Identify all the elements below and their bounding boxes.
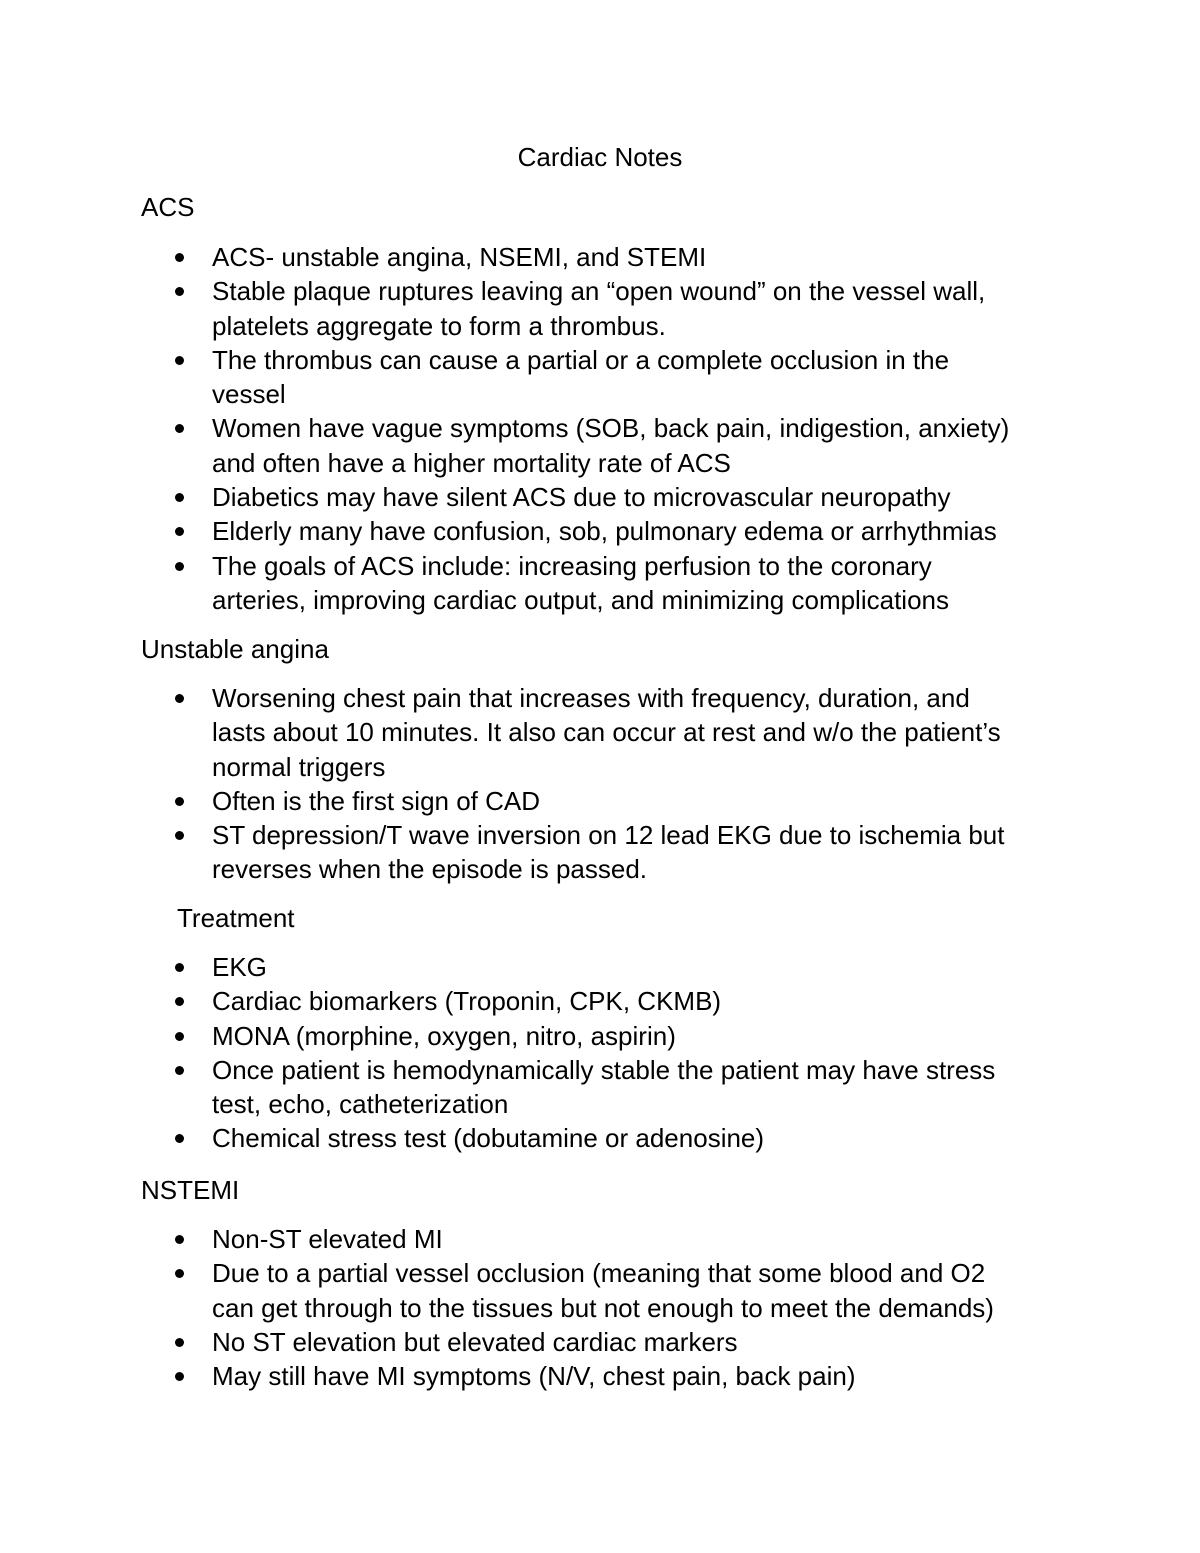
list-item (0, 984, 1200, 1018)
list-item-text: No ST elevation but elevated cardiac markers (212, 1326, 738, 1357)
list-item-text: and often have a higher mortality rate of ACS (212, 447, 731, 478)
list-item (0, 1019, 1200, 1053)
bullet-icon (175, 963, 184, 972)
list-item-text: lasts about 10 minutes. It also can occur at rest and w/o the patient’s (212, 717, 1001, 748)
list-item-text: Women have vague symptoms (SOB, back pain, indigestion, anxiety) (212, 413, 1010, 444)
list-item-text: Elderly many have confusion, sob, pulmonary edema or arrhythmias (212, 516, 997, 547)
bullet-icon (175, 253, 184, 262)
bullet-icon (175, 287, 184, 296)
list-item-text: Worsening chest pain that increases with frequency, duration, and (212, 683, 970, 713)
list-item-text: Due to a partial vessel occlusion (meaning that some blood and O2 (212, 1258, 986, 1289)
list-item (0, 950, 1200, 984)
list-item-text: platelets aggregate to form a thrombus. (212, 310, 666, 341)
list-item (0, 240, 1200, 274)
list-item-text: Chemical stress test (dobutamine or adenosine) (212, 1123, 765, 1154)
list-item-text: normal triggers (212, 751, 386, 782)
list-item (0, 549, 1200, 618)
bullet-icon (175, 1235, 184, 1244)
page-title: Cardiac Notes (517, 142, 683, 172)
bullet-icon (175, 1066, 184, 1075)
section-heading-treatment: Treatment (177, 903, 295, 933)
list-item-text: arteries, improving cardiac output, and minimizing complications (212, 584, 949, 615)
bullet-icon (175, 1372, 184, 1381)
bullet-list-nstemi (0, 1222, 1200, 1393)
list-item (0, 514, 1200, 548)
list-item (0, 818, 1200, 887)
list-item-text: EKG (212, 952, 267, 982)
list-item-text: May still have MI symptoms (N/V, chest pain, back pain) (212, 1361, 856, 1392)
bullet-list-unstable-angina (0, 681, 1200, 887)
list-item-text: Once patient is hemodynamically stable the patient may have stress (212, 1054, 996, 1085)
list-item-text: Non-ST elevated MI (212, 1224, 443, 1254)
bullet-icon (175, 356, 184, 365)
list-item (0, 274, 1200, 343)
bullet-icon (175, 694, 184, 703)
list-item-text: ACS- unstable angina, NSEMI, and STEMI (212, 242, 707, 272)
list-item (0, 1053, 1200, 1122)
bullet-list-treatment (0, 950, 1200, 1156)
list-item (0, 480, 1200, 514)
bullet-icon (175, 797, 184, 806)
list-item (0, 343, 1200, 412)
list-item (0, 1222, 1200, 1256)
bullet-icon (175, 562, 184, 571)
bullet-icon (175, 1134, 184, 1143)
list-item-text: can get through to the tissues but not enough to meet the demands) (212, 1292, 994, 1323)
list-item (0, 681, 1200, 784)
list-item-text: Often is the first sign of CAD (212, 785, 541, 816)
list-item-text: Diabetics may have silent ACS due to microvascular neuropathy (212, 482, 951, 513)
bullet-list-acs (0, 240, 1200, 617)
list-item-text: test, echo, catheterization (212, 1089, 509, 1120)
bullet-icon (175, 527, 184, 536)
list-item (0, 411, 1200, 480)
list-item-text: The goals of ACS include: increasing perfusion to the coronary (212, 550, 932, 581)
bullet-icon (175, 493, 184, 502)
list-item-text: Cardiac biomarkers (Troponin, CPK, CKMB) (212, 986, 722, 1017)
list-item-text: ST depression/T wave inversion on 12 lead EKG due to ischemia but (212, 820, 1005, 851)
bullet-icon (175, 424, 184, 433)
list-item (0, 1121, 1200, 1155)
bullet-icon (175, 1032, 184, 1041)
list-item (0, 1325, 1200, 1359)
section-heading-unstable-angina: Unstable angina (141, 634, 329, 664)
list-item (0, 1359, 1200, 1393)
list-item (0, 784, 1200, 818)
list-item-text: MONA (morphine, oxygen, nitro, aspirin) (212, 1020, 676, 1051)
bullet-icon (175, 1269, 184, 1278)
list-item (0, 1256, 1200, 1325)
bullet-icon (175, 1338, 184, 1347)
list-item-text: The thrombus can cause a partial or a complete occlusion in the (212, 344, 950, 375)
list-item-text: reverses when the episode is passed. (212, 854, 648, 885)
bullet-icon (175, 831, 184, 840)
list-item-text: vessel (212, 379, 286, 410)
bullet-icon (175, 997, 184, 1006)
section-heading-nstemi: NSTEMI (141, 1175, 240, 1205)
section-heading-acs: ACS (141, 192, 195, 222)
list-item-text: Stable plaque ruptures leaving an “open wound” on the vessel wall, (212, 276, 986, 307)
